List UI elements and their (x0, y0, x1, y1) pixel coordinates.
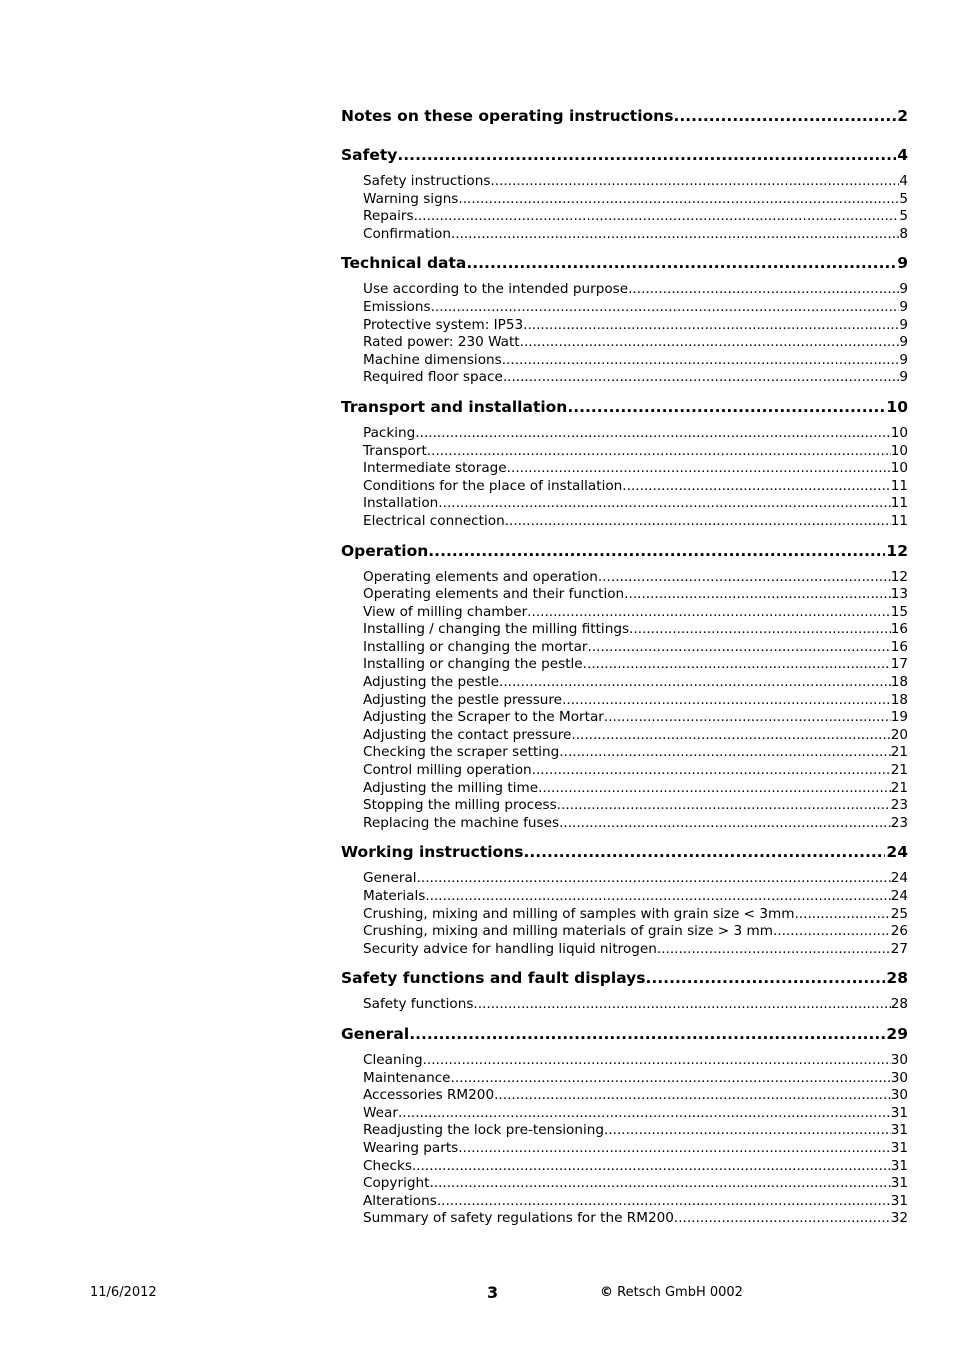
toc-heading-page: 12 (886, 541, 908, 560)
dot-leader (503, 369, 900, 387)
toc-entry-page: 9 (899, 369, 908, 386)
toc-entry-page: 32 (890, 1210, 908, 1227)
dot-leader (794, 906, 890, 924)
dot-leader (409, 1024, 885, 1045)
copyright-text: Retsch GmbH 0002 (617, 1285, 743, 1300)
toc-entry-page: 10 (890, 442, 908, 459)
dot-leader (559, 744, 890, 762)
dot-leader (473, 996, 890, 1014)
dot-leader (423, 1052, 891, 1070)
toc-entry[interactable] (341, 1087, 908, 1105)
toc-entry-title: Installing or changing the pestle (363, 656, 583, 673)
toc-entry-page: 31 (890, 1122, 908, 1139)
toc-entry-title: Confirmation (363, 225, 451, 242)
toc-entry-title: Adjusting the contact pressure (363, 726, 572, 743)
toc-entry[interactable] (341, 586, 908, 604)
dot-leader (438, 495, 890, 513)
toc-entry[interactable] (341, 762, 908, 780)
dot-leader (673, 106, 896, 127)
toc-entry-page: 18 (890, 691, 908, 708)
toc-entry-page: 9 (899, 334, 908, 351)
toc-entry-page: 23 (890, 814, 908, 831)
toc-section (341, 842, 908, 968)
toc-entry-page: 21 (890, 762, 908, 779)
dot-leader (412, 1158, 891, 1176)
toc-entry[interactable] (341, 941, 908, 959)
toc-entry-page: 31 (890, 1157, 908, 1174)
toc-entry-title: Crushing, mixing and milling of samples with grain size < 3mm (363, 905, 795, 922)
dot-leader (505, 513, 891, 531)
toc-entry[interactable] (341, 281, 908, 299)
dot-leader (571, 727, 890, 745)
toc-entry-page: 13 (890, 586, 908, 603)
dot-leader (583, 656, 891, 674)
toc-entry[interactable] (341, 815, 908, 833)
toc-entry[interactable] (341, 1193, 908, 1211)
toc-entry[interactable] (341, 334, 908, 352)
toc-heading-page: 24 (886, 843, 908, 862)
toc-entry[interactable] (341, 656, 908, 674)
toc-entry-title: Use according to the intended purpose (363, 281, 629, 298)
dot-leader (628, 281, 899, 299)
toc-section (341, 968, 908, 1024)
toc-entry[interactable] (341, 1175, 908, 1193)
dot-leader (557, 797, 891, 815)
toc-entry-title: View of milling chamber (363, 603, 528, 620)
toc-entry[interactable] (341, 1210, 908, 1228)
toc-heading[interactable] (341, 842, 908, 863)
dot-leader (604, 1122, 891, 1140)
copyright-symbol: © (600, 1285, 613, 1300)
toc-entry-title: Adjusting the Scraper to the Mortar (363, 709, 604, 726)
toc-entry[interactable] (341, 443, 908, 461)
toc-entry-page: 16 (890, 621, 908, 638)
toc-entry-title: Stopping the milling process (363, 797, 557, 814)
toc-entry-page: 24 (890, 870, 908, 887)
dot-leader (527, 604, 891, 622)
toc-entry-title: Adjusting the pestle (363, 674, 500, 691)
toc-entry-title: Replacing the machine fuses (363, 814, 560, 831)
dot-leader (427, 443, 891, 461)
toc-entry-page: 15 (890, 603, 908, 620)
toc-section (341, 106, 908, 145)
toc-entry-page: 11 (890, 495, 908, 512)
toc-entry-title: Materials (363, 888, 426, 904)
dot-leader (520, 334, 900, 352)
toc-entry-title: Packing (363, 424, 416, 441)
toc-entry[interactable] (341, 317, 908, 335)
toc-entry[interactable] (341, 1140, 908, 1158)
toc-entry-title: Repairs (363, 208, 414, 225)
toc-entry[interactable] (341, 191, 908, 209)
toc-entry-page: 9 (899, 316, 908, 333)
toc-entry-title: Summary of safety regulations for the RM200 (363, 1210, 674, 1227)
toc-heading-page: 9 (897, 254, 908, 273)
toc-entry[interactable] (341, 1052, 908, 1070)
toc-section (341, 541, 908, 843)
toc-heading-page: 29 (886, 1024, 908, 1043)
toc-entry-title: Protective system: IP53 (363, 316, 524, 333)
toc-entry[interactable] (341, 692, 908, 710)
toc-entry-page: 9 (899, 281, 908, 298)
toc-heading-title: Safety functions and fault displays (341, 969, 646, 988)
toc-entry-page: 30 (890, 1087, 908, 1104)
dot-leader (507, 460, 891, 478)
toc-entry[interactable] (341, 996, 908, 1014)
toc-entry-page: 28 (890, 996, 908, 1013)
toc-entry[interactable] (341, 513, 908, 531)
table-of-contents (341, 106, 908, 1238)
dot-leader (437, 1193, 891, 1211)
toc-entry-title: Installation (363, 495, 439, 512)
toc-entry[interactable] (341, 1158, 908, 1176)
toc-entry-page: 24 (890, 888, 908, 904)
dot-leader (523, 842, 885, 863)
toc-entry-page: 31 (890, 1104, 908, 1121)
toc-entry-title: Control milling operation (363, 762, 532, 779)
toc-entry-title: Electrical connection (363, 512, 505, 529)
toc-entry[interactable] (341, 299, 908, 317)
toc-heading[interactable] (341, 1024, 908, 1045)
dot-leader (490, 173, 899, 191)
toc-heading-title: General (341, 1024, 410, 1043)
dot-leader (431, 299, 900, 317)
toc-entry[interactable] (341, 621, 908, 639)
toc-entry-page: 17 (890, 656, 908, 673)
toc-entry-title: Transport (363, 442, 427, 459)
dot-leader (494, 1087, 891, 1105)
toc-heading-page: 4 (897, 146, 908, 164)
toc-entry[interactable] (341, 369, 908, 387)
toc-entry-page: 23 (890, 797, 908, 814)
toc-entry[interactable] (341, 923, 908, 941)
toc-heading[interactable] (341, 106, 908, 127)
toc-entry-title: Operating elements and operation (363, 568, 598, 585)
toc-entry-page: 5 (899, 208, 908, 225)
toc-section (341, 397, 908, 541)
toc-entry[interactable] (341, 797, 908, 815)
toc-entry-page: 30 (890, 1069, 908, 1086)
dot-leader (624, 586, 891, 604)
toc-entry[interactable] (341, 569, 908, 587)
dot-leader (458, 191, 899, 209)
toc-heading-title: Transport and installation (341, 397, 568, 416)
toc-entry[interactable] (341, 460, 908, 478)
toc-entry-page: 4 (899, 173, 908, 189)
footer-date: 11/6/2012 (90, 1285, 157, 1300)
toc-entry-title: Checks (363, 1157, 412, 1174)
toc-heading-page: 10 (886, 397, 908, 416)
toc-heading-title: Working instructions (341, 843, 524, 862)
toc-entry[interactable] (341, 352, 908, 370)
toc-entry-page: 11 (890, 512, 908, 529)
toc-entry[interactable] (341, 208, 908, 226)
toc-section (341, 145, 908, 253)
toc-entry[interactable] (341, 495, 908, 513)
toc-entry-title: Adjusting the milling time (363, 779, 539, 796)
toc-entry-title: Maintenance (363, 1069, 451, 1086)
toc-entry-title: Copyright (363, 1175, 430, 1192)
toc-entry-page: 31 (890, 1175, 908, 1192)
dot-leader (646, 968, 886, 989)
toc-entry-title: Wear (363, 1104, 398, 1121)
toc-entry-title: Wearing parts (363, 1139, 459, 1156)
toc-entry-page: 31 (890, 1139, 908, 1156)
dot-leader (598, 569, 891, 587)
toc-entry-page: 18 (890, 674, 908, 691)
toc-entry-page: 21 (890, 744, 908, 761)
toc-entry-title: Intermediate storage (363, 460, 507, 477)
toc-entry-page: 10 (890, 460, 908, 477)
dot-leader (466, 253, 896, 274)
toc-entry[interactable] (341, 870, 908, 888)
toc-entry-title: Cleaning (363, 1051, 423, 1068)
toc-entry-page: 16 (890, 638, 908, 655)
toc-entry[interactable] (341, 425, 908, 443)
toc-entry[interactable] (341, 906, 908, 924)
toc-entry-title: Accessories RM200 (363, 1087, 495, 1104)
toc-entry-title: Alterations (363, 1192, 437, 1209)
dot-leader (773, 923, 891, 941)
toc-entry[interactable] (341, 888, 908, 906)
toc-entry-page: 31 (890, 1192, 908, 1209)
dot-leader (415, 425, 890, 443)
toc-entry[interactable] (341, 727, 908, 745)
dot-leader (398, 1105, 891, 1123)
toc-section (341, 1024, 908, 1238)
dot-leader (428, 541, 885, 562)
dot-leader (397, 145, 896, 166)
dot-leader (674, 1210, 891, 1228)
dot-leader (622, 478, 890, 496)
toc-entry[interactable] (341, 226, 908, 244)
toc-entry[interactable] (341, 744, 908, 762)
dot-leader (562, 692, 891, 710)
toc-heading[interactable] (341, 541, 908, 562)
toc-entry-page: 20 (890, 726, 908, 743)
toc-heading-page: 2 (897, 107, 908, 125)
dot-leader (451, 1070, 891, 1088)
dot-leader (538, 780, 891, 798)
toc-heading[interactable] (341, 397, 908, 418)
dot-leader (417, 870, 891, 888)
toc-entry-page: 30 (890, 1051, 908, 1068)
toc-entry[interactable] (341, 604, 908, 622)
toc-entry-page: 5 (899, 190, 908, 207)
dot-leader (657, 941, 891, 959)
toc-entry-title: General (363, 870, 417, 887)
toc-entry[interactable] (341, 173, 908, 191)
toc-entry-title: Readjusting the lock pre-tensioning (363, 1122, 605, 1139)
dot-leader (499, 674, 891, 692)
toc-entry[interactable] (341, 780, 908, 798)
dot-leader (523, 317, 899, 335)
dot-leader (458, 1140, 890, 1158)
toc-entry[interactable] (341, 674, 908, 692)
footer-page-number: 3 (487, 1283, 499, 1302)
toc-entry-title: Conditions for the place of installation (363, 477, 623, 494)
toc-entry-title: Rated power: 230 Watt (363, 334, 520, 351)
toc-entry[interactable] (341, 478, 908, 496)
toc-entry[interactable] (341, 1070, 908, 1088)
toc-entry-page: 26 (890, 923, 908, 940)
toc-heading-title: Operation (341, 541, 429, 560)
toc-entry-title: Installing or changing the mortar (363, 638, 588, 655)
toc-entry-title: Installing / changing the milling fittings (363, 621, 630, 638)
toc-entry-title: Operating elements and their function (363, 586, 625, 603)
toc-heading-title: Notes on these operating instructions (341, 107, 674, 125)
toc-entry[interactable] (341, 1105, 908, 1123)
dot-leader (588, 639, 891, 657)
toc-entry-title: Warning signs (363, 190, 459, 207)
toc-entry-title: Machine dimensions (363, 351, 502, 368)
toc-entry[interactable] (341, 639, 908, 657)
toc-heading[interactable] (341, 253, 908, 274)
toc-entry-page: 25 (890, 905, 908, 922)
dot-leader (532, 762, 891, 780)
toc-entry-title: Required floor space (363, 369, 503, 386)
toc-entry-title: Safety instructions (363, 173, 491, 189)
toc-entry-title: Emissions (363, 298, 431, 315)
toc-entry-page: 9 (899, 298, 908, 315)
toc-entry-page: 11 (890, 477, 908, 494)
dot-leader (429, 1175, 890, 1193)
toc-entry-title: Checking the scraper setting (363, 744, 560, 761)
toc-entry-page: 12 (890, 568, 908, 585)
dot-leader (604, 709, 891, 727)
toc-entry-page: 8 (899, 225, 908, 242)
dot-leader (559, 815, 891, 833)
toc-heading-title: Technical data (341, 254, 467, 273)
toc-entry-title: Crushing, mixing and milling materials of grain size > 3 mm (363, 923, 773, 940)
dot-leader (629, 621, 891, 639)
toc-section (341, 253, 908, 397)
toc-entry[interactable] (341, 1122, 908, 1140)
toc-entry-page: 27 (890, 940, 908, 957)
dot-leader (502, 352, 900, 370)
toc-entry-title: Adjusting the pestle pressure (363, 691, 563, 708)
footer-copyright (600, 1285, 743, 1300)
dot-leader (425, 888, 890, 906)
dot-leader (567, 397, 885, 418)
toc-entry[interactable] (341, 709, 908, 727)
toc-entry-title: Security advice for handling liquid nitrogen (363, 940, 657, 957)
toc-heading-page: 28 (886, 969, 908, 988)
toc-heading[interactable] (341, 145, 908, 166)
toc-entry-page: 9 (899, 351, 908, 368)
toc-heading-title: Safety (341, 146, 398, 164)
toc-entry-page: 10 (890, 424, 908, 441)
dot-leader (414, 208, 900, 226)
toc-entry-page: 21 (890, 779, 908, 796)
toc-entry-page: 19 (890, 709, 908, 726)
toc-entry-title: Safety functions (363, 996, 474, 1013)
dot-leader (451, 226, 899, 244)
toc-heading[interactable] (341, 968, 908, 989)
